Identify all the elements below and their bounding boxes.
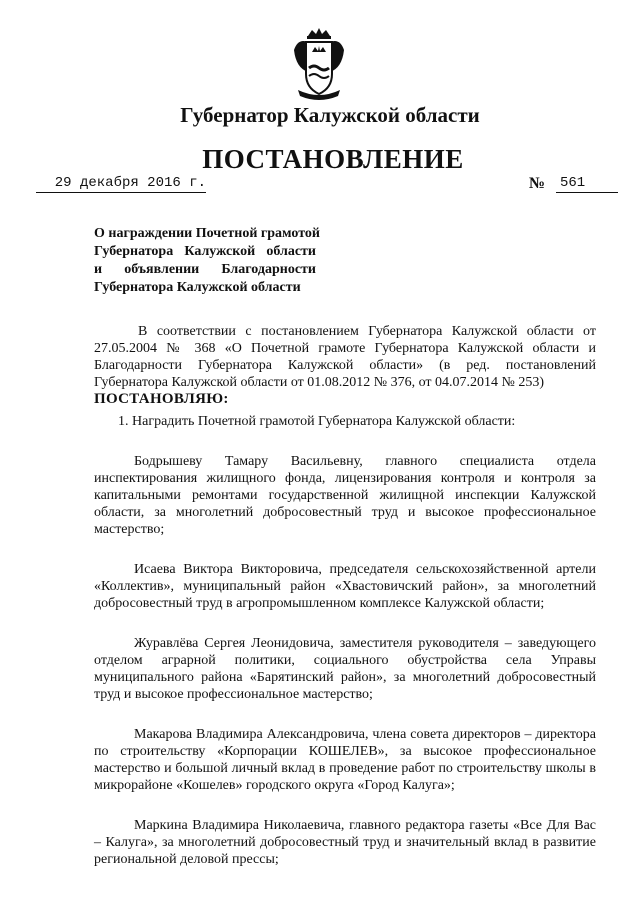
item-1-heading: 1. Наградить Почетной грамотой Губернатора Калужской области: [118, 414, 516, 429]
decree-word: ПОСТАНОВЛЯЮ: [94, 391, 229, 407]
document-subject [94, 225, 320, 297]
document-body [94, 323, 596, 891]
document-number: 561 [556, 174, 618, 193]
coat-of-arms-icon [290, 28, 348, 100]
subject-line: О награждении Почетной грамотой [94, 226, 320, 241]
awardee-paragraph: Бодрышеву Тамару Васильевну, главного специалиста отдела инспектирования жилищного фонда, лицензирования контроля и контроля за капитальными ремонтами государственной жилищной инспекции Калужской области, за многолетний добросовестный труд и высокое профессиональное мастерство; [94, 454, 596, 537]
awardee-paragraph: Исаева Виктора Викторовича, председателя сельскохозяйственной артели «Коллектив», муниципальный район «Хвастовичский район», за многолетний добросовестный труд в агропромышленном комплексе Калужской области; [94, 562, 596, 611]
document-date: 29 декабря 2016 г. [36, 174, 206, 193]
awardee-paragraph: Журавлёва Сергея Леонидовича, заместителя руководителя – заведующего отделом аграрной политики, социального обустройства села Управы муниципального района «Барятинский район», за многолетний добросовестный труд и высокое профессиональное мастерство; [94, 636, 596, 702]
preamble-paragraph: В соответствии с постановлением Губернатора Калужской области от 27.05.2004 № 368 «О Почетной грамоте Губернатора Калужской области и Благодарности Губернатора Калужской области» (в ред. постановлений Губернатора Калужской области от 01.08.2012 № 376, от 04.07.2014 № 253) [94, 324, 596, 390]
subject-line: Губернатора Калужской области [94, 244, 316, 259]
subject-line: Губернатора Калужской области [94, 280, 301, 295]
subject-line: и объявлении Благодарности [94, 262, 316, 277]
issuer-title: Губернатор Калужской области [180, 103, 480, 127]
number-label: № [529, 175, 546, 192]
awardee-paragraph: Маркина Владимира Николаевича, главного редактора газеты «Все Для Вас – Калуга», за многолетний добросовестный труд и значительный вклад в развитие региональной деловой прессы; [94, 818, 596, 867]
awardee-paragraph: Макарова Владимира Александровича, члена совета директоров – директора по строительству «Корпорации КОШЕЛЕВ», за высокое профессиональное мастерство и большой личный вклад в проведение работ по строительству школы в микрорайоне «Кошелев» городского округа «Город Калуга»; [94, 727, 596, 793]
document-type: ПОСТАНОВЛЕНИЕ [202, 144, 464, 174]
